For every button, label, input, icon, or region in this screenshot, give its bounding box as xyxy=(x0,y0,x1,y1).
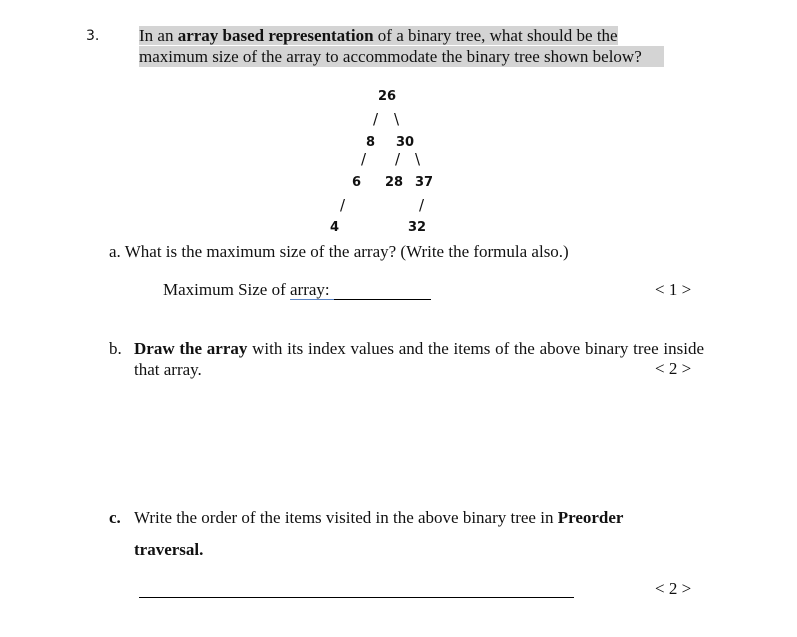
tree-node: 28 xyxy=(385,175,404,190)
answer-line[interactable] xyxy=(139,597,574,598)
max-size-label: Maximum Size of xyxy=(163,280,291,299)
tree-edge: / xyxy=(373,110,379,128)
part-b-bold: Draw the array xyxy=(134,339,248,358)
tree-node: 30 xyxy=(396,135,415,150)
tree-edge: \ xyxy=(394,110,400,128)
max-size-line xyxy=(163,280,431,300)
question-line-1: In an array based representation of a binary tree, what should be the xyxy=(139,26,618,45)
part-c-line-2: traversal. xyxy=(134,540,204,559)
part-a-question: a. What is the maximum size of the array? (Write the formula also.) xyxy=(109,242,569,261)
question-bold-phrase: array based representation xyxy=(177,26,374,45)
tree-node: 32 xyxy=(408,220,427,235)
tree-edge: / xyxy=(395,150,401,168)
tree-node: 37 xyxy=(415,175,434,190)
part-b-marker: b. xyxy=(109,339,122,358)
tree-edge: / xyxy=(361,150,367,168)
marks-part-b: < 2 > xyxy=(655,359,692,378)
tree-edge: / xyxy=(340,196,346,214)
part-c-bold: Preorder xyxy=(557,508,624,527)
question-line-2: maximum size of the array to accommodate the binary tree shown below? xyxy=(139,46,664,67)
marks-part-c: < 2 > xyxy=(655,579,692,598)
part-b-question xyxy=(109,338,704,380)
part-c-question xyxy=(109,508,704,528)
marks-part-a: < 1 > xyxy=(655,280,692,299)
tree-node: 6 xyxy=(352,175,362,190)
part-b-text: with its index values and the items of the above binary tree inside that array. xyxy=(134,339,704,379)
tree-edge: / xyxy=(419,196,425,214)
tree-node: 8 xyxy=(366,135,376,150)
tree-node: 4 xyxy=(330,220,340,235)
question-number: 3. xyxy=(86,28,100,44)
question-text xyxy=(139,25,704,67)
part-c-marker: c. xyxy=(109,508,121,527)
answer-blank[interactable] xyxy=(334,282,431,300)
array-underlined-label: array: xyxy=(290,280,334,299)
part-c-text: Write the order of the items visited in the above binary tree in xyxy=(134,508,558,527)
tree-node: 26 xyxy=(378,89,397,104)
tree-edge: \ xyxy=(415,150,421,168)
